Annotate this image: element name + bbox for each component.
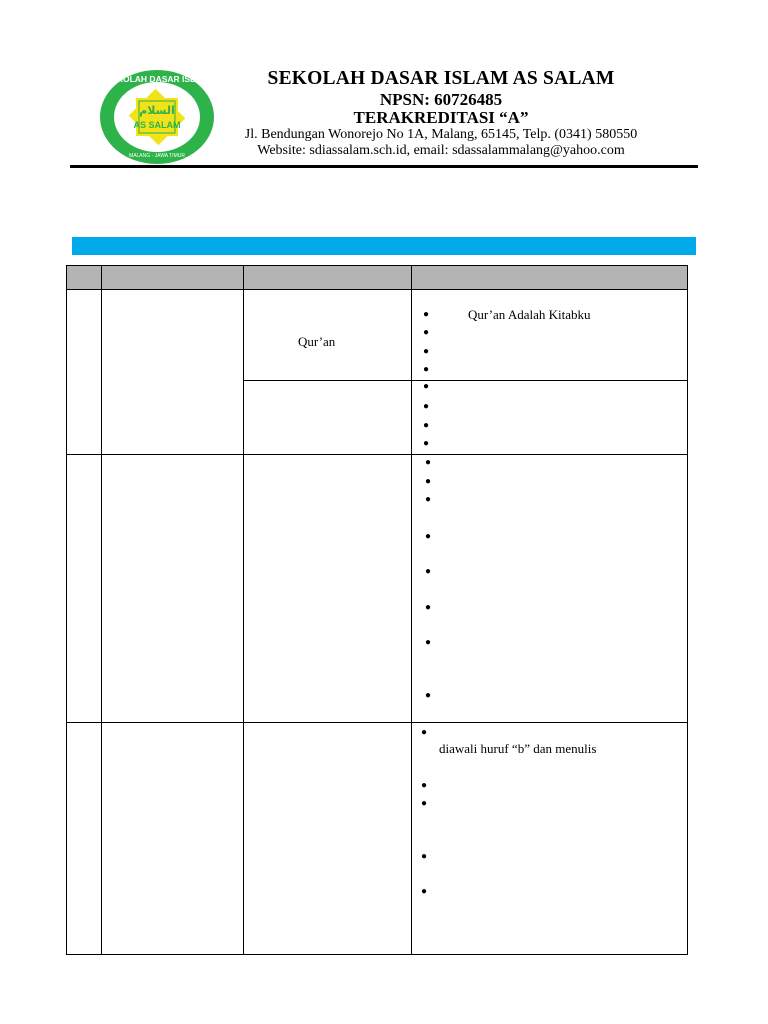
bullet-icon: ●	[423, 381, 430, 392]
row1-item1: Qur’an Adalah Kitabku	[468, 307, 591, 322]
table-border-bottom	[66, 954, 688, 955]
bullet-icon: ●	[425, 476, 432, 487]
row3-text: diawali huruf “b” dan menulis	[439, 741, 597, 756]
website-email: Website: sdiassalam.sch.id, email: sdassalammalang@yahoo.com	[257, 143, 625, 158]
school-logo	[98, 68, 216, 166]
bullet-icon: ●	[425, 602, 432, 613]
logo-name-text: AS SALAM	[133, 120, 181, 130]
table-border-left	[66, 265, 67, 955]
bullet-icon: ●	[421, 851, 428, 862]
table-border-top	[66, 265, 688, 266]
row1-subject: Qur’an	[298, 334, 336, 349]
logo-arabic-text: السلام	[139, 104, 175, 117]
bullet-icon: ●	[423, 401, 430, 412]
bullet-icon: ●	[425, 457, 432, 468]
school-name: SEKOLAH DASAR ISLAM AS SALAM	[267, 68, 615, 89]
bullet-icon: ●	[423, 309, 430, 320]
bullet-icon: ●	[425, 637, 432, 648]
bullet-icon: ●	[421, 886, 428, 897]
header-divider	[70, 165, 698, 168]
row-divider-2	[66, 722, 688, 723]
bullet-icon: ●	[423, 438, 430, 449]
bullet-icon: ●	[425, 494, 432, 505]
col-divider-1	[101, 265, 102, 955]
bullet-icon: ●	[423, 364, 430, 375]
row-divider-header	[66, 289, 688, 290]
title-bar	[72, 237, 696, 255]
address: Jl. Bendungan Wonorejo No 1A, Malang, 65145, Telp. (0341) 580550	[244, 127, 638, 142]
curriculum-table	[66, 265, 688, 955]
bullet-icon: ●	[421, 798, 428, 809]
row-divider-1a	[243, 380, 688, 381]
logo-top-text: SEKOLAH DASAR ISLAM	[105, 74, 209, 84]
bullet-icon: ●	[425, 566, 432, 577]
bullet-icon: ●	[425, 531, 432, 542]
bullet-icon: ●	[423, 346, 430, 357]
bullet-icon: ●	[425, 690, 432, 701]
bullet-icon: ●	[423, 420, 430, 431]
bullet-icon: ●	[421, 727, 428, 738]
npsn: NPSN: 60726485	[379, 90, 503, 109]
accreditation: TERAKREDITASI “A”	[353, 108, 529, 127]
col-divider-2	[243, 265, 244, 955]
logo-bottom-text: MALANG · JAWA TIMUR	[129, 153, 185, 159]
table-border-right	[687, 265, 688, 955]
col-divider-3	[411, 265, 412, 955]
row-divider-1	[66, 454, 688, 455]
bullet-icon: ●	[423, 327, 430, 338]
bullet-icon: ●	[421, 780, 428, 791]
table-header-row	[66, 265, 688, 289]
